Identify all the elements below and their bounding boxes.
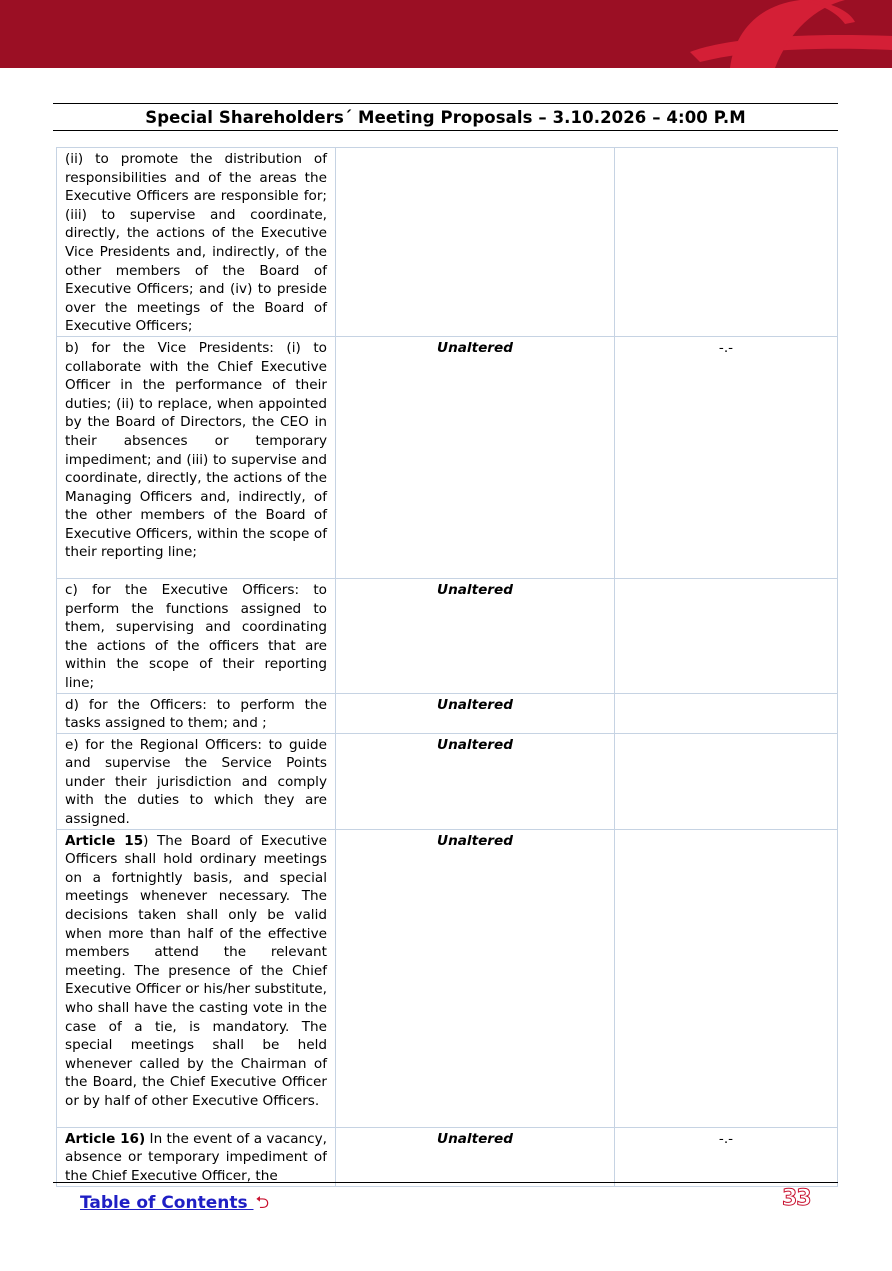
proposal-cell: Unaltered [336, 1127, 615, 1186]
table-row [57, 733, 838, 829]
article-number: Article 15 [65, 832, 144, 849]
justification-cell [615, 578, 838, 693]
current-text-cell: d) for the Officers: to perform the tasks assigned to them; and ; [57, 693, 336, 733]
table-row [57, 336, 838, 578]
table-row [57, 148, 838, 337]
justification-cell: -.- [615, 336, 838, 578]
table-row [57, 829, 838, 1127]
justification-cell: -.- [615, 1127, 838, 1186]
table-of-contents-link[interactable] [80, 1190, 269, 1219]
current-text-cell: e) for the Regional Officers: to guide and supervise the Service Points under their jurisdiction and comply with the duties to which they are assigned. [57, 733, 336, 829]
current-text-cell [57, 829, 336, 1127]
table-row [57, 578, 838, 693]
return-arrow-icon: ⮌ [255, 1193, 270, 1213]
proposal-cell: Unaltered [336, 336, 615, 578]
justification-cell [615, 733, 838, 829]
current-text-cell [57, 1127, 336, 1186]
justification-cell [615, 693, 838, 733]
justification-cell [615, 148, 838, 337]
article-text: In the event of a vacancy, absence or temporary impediment of the Chief Executive Officer, the [65, 1130, 327, 1184]
justification-cell [615, 829, 838, 1127]
current-text-cell: c) for the Executive Officers: to perform the functions assigned to them, supervising and coordinating the actions of the officers that are within the scope of their reporting line; [57, 578, 336, 693]
article-number: Article 16) [65, 1130, 146, 1147]
proposals-table [56, 147, 838, 1187]
page-title: Special Shareholders´ Meeting Proposals – 3.10.2026 – 4:00 P.M [145, 107, 746, 127]
proposal-cell: Unaltered [336, 829, 615, 1127]
table-row [57, 693, 838, 733]
header-banner [0, 0, 892, 68]
proposal-cell [336, 148, 615, 337]
current-text-cell: (ii) to promote the distribution of responsibilities and of the areas the Executive Officers are responsible for; (iii) to supervise and coordinate, directly, the actions of the Executive Vice Presidents and, indirectly, of the other members of the Board of Executive Officers; and (iv) to preside over the meetings of the Board of Executive Officers; [57, 148, 336, 337]
toc-label: Table of Contents [80, 1193, 254, 1213]
proposal-cell: Unaltered [336, 733, 615, 829]
page-number: 33 [782, 1186, 811, 1211]
current-text-cell: b) for the Vice Presidents: (i) to collaborate with the Chief Executive Officer in the performance of their duties; (ii) to replace, when appointed by the Board of Directors, the CEO in their absences or temporary impediment; and (iii) to supervise and coordinate, directly, the actions of the Managing Officers and, indirectly, of the other members of the Board of Executive Officers, within the scope of their reporting line; [57, 336, 336, 578]
footer-divider [53, 1182, 838, 1183]
brand-logo-icon [0, 0, 892, 68]
proposal-cell: Unaltered [336, 578, 615, 693]
table-row [57, 1127, 838, 1186]
article-text: ) The Board of Executive Officers shall hold ordinary meetings on a fortnightly basis, and special meetings whenever necessary. The decisions taken shall only be valid when more than half of the effective members attend the relevant meeting. The presence of the Chief Executive Officer or his/her substitute, who shall have the casting vote in the case of a tie, is mandatory. The special meetings shall be held whenever called by the Chairman of the Board, the Chief Executive Officer or by half of other Executive Officers. [65, 832, 327, 1109]
proposal-cell: Unaltered [336, 693, 615, 733]
page-title-bar [53, 103, 838, 131]
